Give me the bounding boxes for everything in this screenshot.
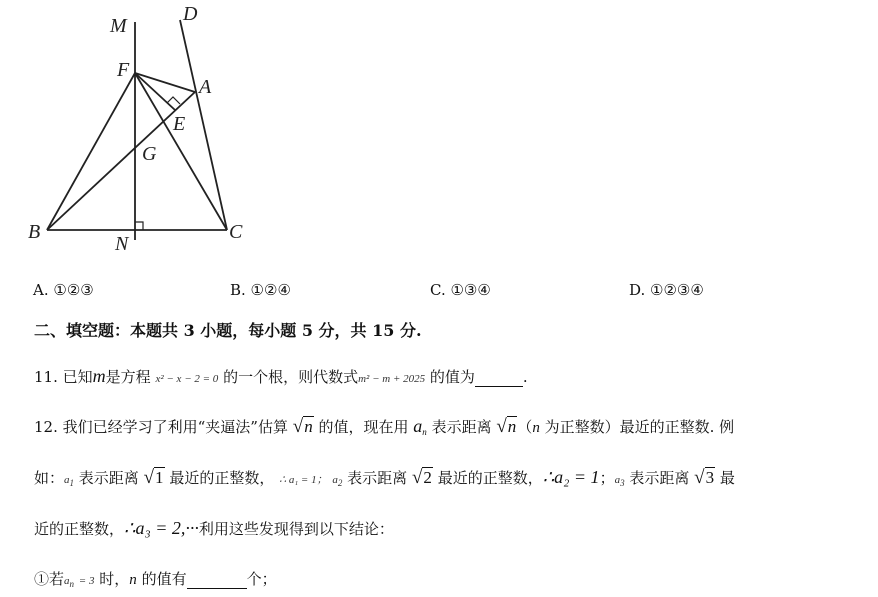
q12-text: 最近的正整数， xyxy=(169,469,275,487)
q12-text: 我们已经学习了利用“夹逼法”估算 xyxy=(62,418,288,436)
sqrt-1: √1 xyxy=(143,467,164,488)
eq-an-3: = 3 xyxy=(78,575,95,587)
label-c: C xyxy=(229,221,243,243)
q12-text: 近的正整数， xyxy=(34,520,125,538)
segment-bf xyxy=(47,73,135,230)
question-12-line-1 xyxy=(34,416,734,438)
var-a2: $a_2$ xyxy=(332,474,343,488)
q12-text: （ xyxy=(517,418,533,436)
label-b: B xyxy=(28,221,41,243)
q11-text: 的值为 xyxy=(429,368,475,386)
q12-text: 最 xyxy=(719,469,735,487)
q11-answer-blank[interactable] xyxy=(475,368,523,387)
line-dc xyxy=(180,20,227,230)
q12-answer-blank[interactable] xyxy=(187,570,247,589)
q12-text: 如： xyxy=(34,469,65,487)
label-m: M xyxy=(110,15,127,37)
question-12-line-3 xyxy=(34,518,394,539)
var-a3: $a_3$ xyxy=(614,474,625,488)
q12-text: 表示距离 xyxy=(629,469,690,487)
q12-text: 表示距离 xyxy=(347,469,408,487)
q11-text: 的一个根，则代数式 xyxy=(223,368,359,386)
q12-text: 的值，现在用 xyxy=(318,418,409,436)
sqrt-n-2: √n xyxy=(496,416,517,437)
label-f: F xyxy=(117,59,130,81)
q12-text: 最近的正整数， xyxy=(437,469,543,487)
q12-text: ； xyxy=(599,469,615,487)
label-g: G xyxy=(142,143,157,165)
q12-text: 表示距离 xyxy=(78,469,139,487)
q11-period: . xyxy=(522,368,528,386)
eq-a3: ∴a₃ = 2,··· xyxy=(124,518,199,538)
eq-a2: ∴a₂ = 1 xyxy=(542,467,600,487)
label-d: D xyxy=(183,3,198,25)
choice-c[interactable]: C. ①③④ xyxy=(430,281,491,299)
right-angle-mark-e xyxy=(167,97,180,104)
q11-equation: x² − x − 2 = 0 xyxy=(155,373,219,385)
question-11 xyxy=(34,366,528,387)
geometry-figure xyxy=(0,0,270,270)
q11-expression: m² − m + 2025 xyxy=(358,373,426,385)
right-angle-mark-n xyxy=(135,222,143,230)
q12-text: 为正整数）最近的正整数. 例 xyxy=(544,418,735,436)
label-a: A xyxy=(199,76,212,98)
label-e: E xyxy=(173,113,186,135)
q11-var-m: m xyxy=(92,366,106,386)
q12-number: 12. xyxy=(34,418,58,436)
sqrt-n: √n xyxy=(292,416,313,437)
section-title: 二、填空题：本题共 3 小题，每小题 5 分，共 15 分. xyxy=(34,321,422,340)
var-n: n xyxy=(532,420,540,436)
q12-text: 利用这些发现得到以下结论： xyxy=(198,520,394,538)
sqrt-2: √2 xyxy=(411,467,432,488)
label-n: N xyxy=(115,233,129,255)
q12-text: 表示距离 xyxy=(431,418,492,436)
q12-text: 个； xyxy=(246,570,277,588)
eq-a1: ∴ a₁ = 1； xyxy=(279,474,328,486)
question-12-line-4 xyxy=(34,568,277,589)
var-n-2: n xyxy=(129,572,137,588)
q12-text: ①若 xyxy=(34,570,65,588)
question-12-line-2 xyxy=(34,467,735,489)
choice-b[interactable]: B. ①②④ xyxy=(230,281,291,299)
q12-text: 的值有 xyxy=(141,570,187,588)
var-a-n: $a_n$ xyxy=(413,416,427,437)
choice-d[interactable]: D. ①②③④ xyxy=(629,281,704,299)
var-a1: $a_1$ xyxy=(64,474,75,488)
q12-text: 时， xyxy=(99,570,130,588)
sqrt-3: √3 xyxy=(694,467,715,488)
q11-text: 是方程 xyxy=(105,368,151,386)
q11-text: 已知 xyxy=(62,368,93,386)
q11-number: 11. xyxy=(34,368,58,386)
choice-a[interactable]: A. ①②③ xyxy=(33,281,94,299)
var-a-n-small: $a_n$ xyxy=(64,575,75,589)
